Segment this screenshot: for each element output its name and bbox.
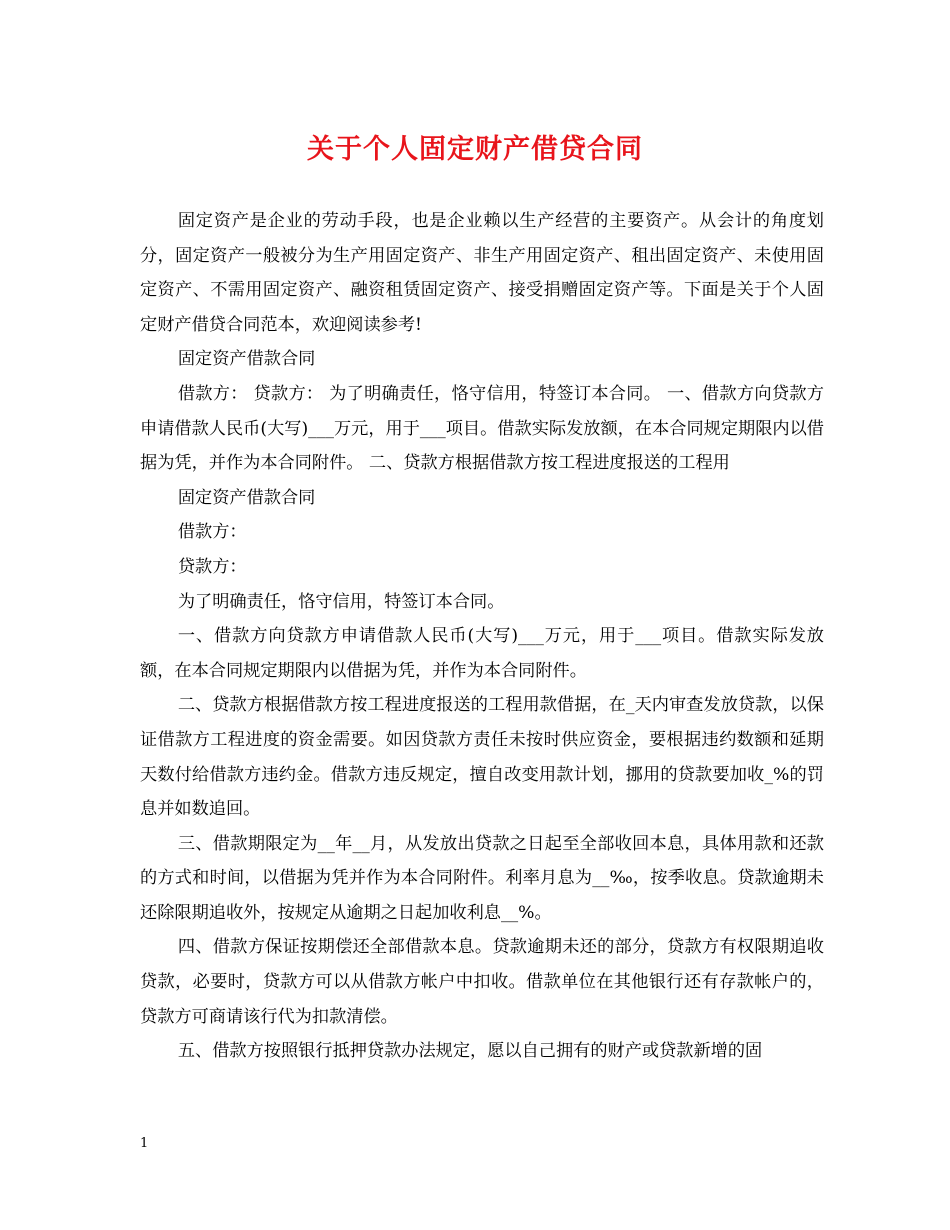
paragraph: 借款方： (177, 522, 247, 543)
paragraph: 四、借款方保证按期偿还全部借款本息。贷款逾期未还的部分，贷款方有权限期追收贷款，必要时，贷款方可以从借款方帐户中扣收。借款单位在其他银行还有存款帐户的，贷款方可商请该行代为扣款清偿。 (140, 937, 824, 1027)
paragraph: 为了明确责任，恪守信用，特签订本合同。 (177, 591, 505, 612)
page-number: 1 (140, 1136, 149, 1151)
paragraph: 一、借款方向贷款方申请借款人民币(大写)___万元，用于___项目。借款实际发放额，在本合同规定期限内以借据为凭，并作为本合同附件。 (140, 626, 824, 681)
document-title: 关于个人固定财产借贷合同 (307, 134, 643, 165)
paragraph: 固定资产借款合同 (177, 487, 316, 508)
paragraph: 固定资产借款合同 (177, 349, 316, 370)
paragraph: 贷款方： (177, 556, 247, 577)
document-body (140, 204, 824, 1069)
paragraph: 二、贷款方根据借款方按工程进度报送的工程用款借据，在_天内审查发放贷款，以保证借款方工程进度的资金需要。如因贷款方责任未按时供应资金，要根据违约数额和延期天数付给借款方违约金。借款方违反规定，擅自改变用款计划，挪用的贷款要加收_%的罚息并如数追回。 (140, 695, 824, 820)
paragraph: 固定资产是企业的劳动手段，也是企业赖以生产经营的主要资产。从会计的角度划分，固定资产一般被分为生产用固定资产、非生产用固定资产、租出固定资产、未使用固定资产、不需用固定资产、融资租赁固定资产、接受捐赠固定资产等。下面是关于个人固定财产借贷合同范本，欢迎阅读参考! (140, 211, 824, 335)
paragraph: 五、借款方按照银行抵押贷款办法规定，愿以自己拥有的财产或贷款新增的固 (177, 1041, 763, 1062)
paragraph: 借款方： 贷款方： 为了明确责任，恪守信用，特签订本合同。 一、借款方向贷款方申请借款人民币(大写)___万元，用于___项目。借款实际发放额，在本合同规定期限内以借据为凭，并作为本合同附件。 二、贷款方根据借款方按工程进度报送的工程用 (140, 383, 824, 474)
paragraph: 三、借款期限定为__年__月，从发放出贷款之日起至全部收回本息，具体用款和还款的方式和时间，以借据为凭并作为本合同附件。利率月息为__‰，按季收息。贷款逾期未还除限期追收外，按规定从逾期之日起加收利息__%。 (140, 833, 824, 923)
